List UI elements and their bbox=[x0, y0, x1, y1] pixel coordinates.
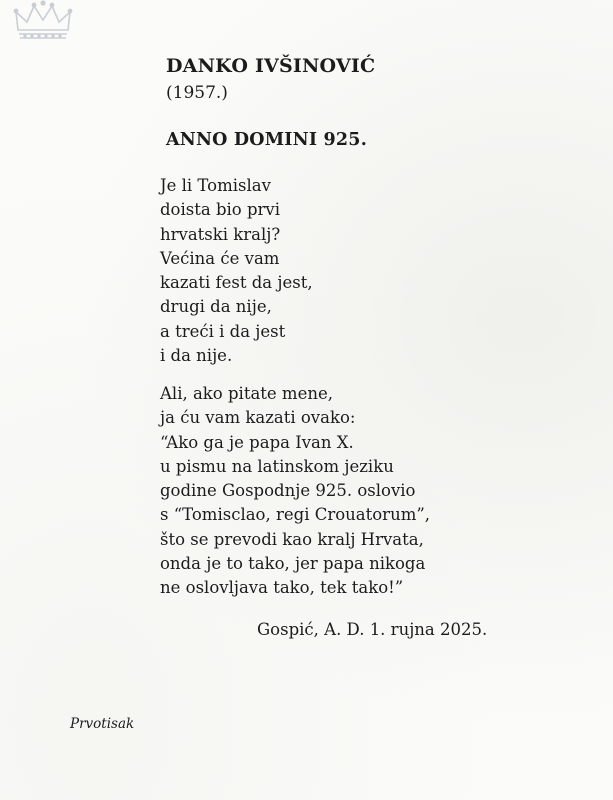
poem-line: Je li Tomislav bbox=[160, 176, 271, 195]
poem-line: s “Tomisclao, regi Crouatorum”, bbox=[160, 505, 431, 525]
poem-line: a treći i da jest bbox=[160, 321, 286, 341]
author-years: (1957.) bbox=[166, 83, 228, 103]
poem-line: ne oslovljava tako, tek tako!” bbox=[160, 578, 404, 598]
poem-line: hrvatski kralj? bbox=[160, 224, 281, 244]
poem-line: kazati fest da jest, bbox=[160, 273, 313, 293]
poem-line: “Ako ga je papa Ivan X. bbox=[160, 432, 354, 452]
poem-line: godine Gospodnje 925. oslovio bbox=[160, 481, 416, 501]
place-date: Gospić, A. D. 1. rujna 2025. bbox=[257, 620, 488, 639]
poem-line: u pismu na latinskom jeziku bbox=[160, 456, 394, 476]
poem-line: što se prevodi kao kralj Hrvata, bbox=[160, 529, 424, 549]
poem-line: i da nije. bbox=[160, 346, 233, 366]
poem-line: Većina će vam bbox=[160, 248, 280, 268]
imprint-label: Prvotisak bbox=[70, 716, 135, 732]
poem-line: ja ću vam kazati ovako: bbox=[160, 408, 356, 428]
poem-line: doista bio prvi bbox=[160, 200, 281, 220]
poem-line: drugi da nije, bbox=[160, 297, 272, 317]
author-name: DANKO IVŠINOVIĆ bbox=[166, 55, 376, 77]
stanza-1 bbox=[160, 174, 313, 368]
poem-line: Ali, ako pitate mene, bbox=[160, 384, 333, 403]
stanza-2 bbox=[160, 382, 430, 601]
crown-icon bbox=[12, 0, 74, 44]
poem-line: onda je to tako, jer papa nikoga bbox=[160, 554, 426, 574]
poem-title: ANNO DOMINI 925. bbox=[166, 130, 367, 150]
